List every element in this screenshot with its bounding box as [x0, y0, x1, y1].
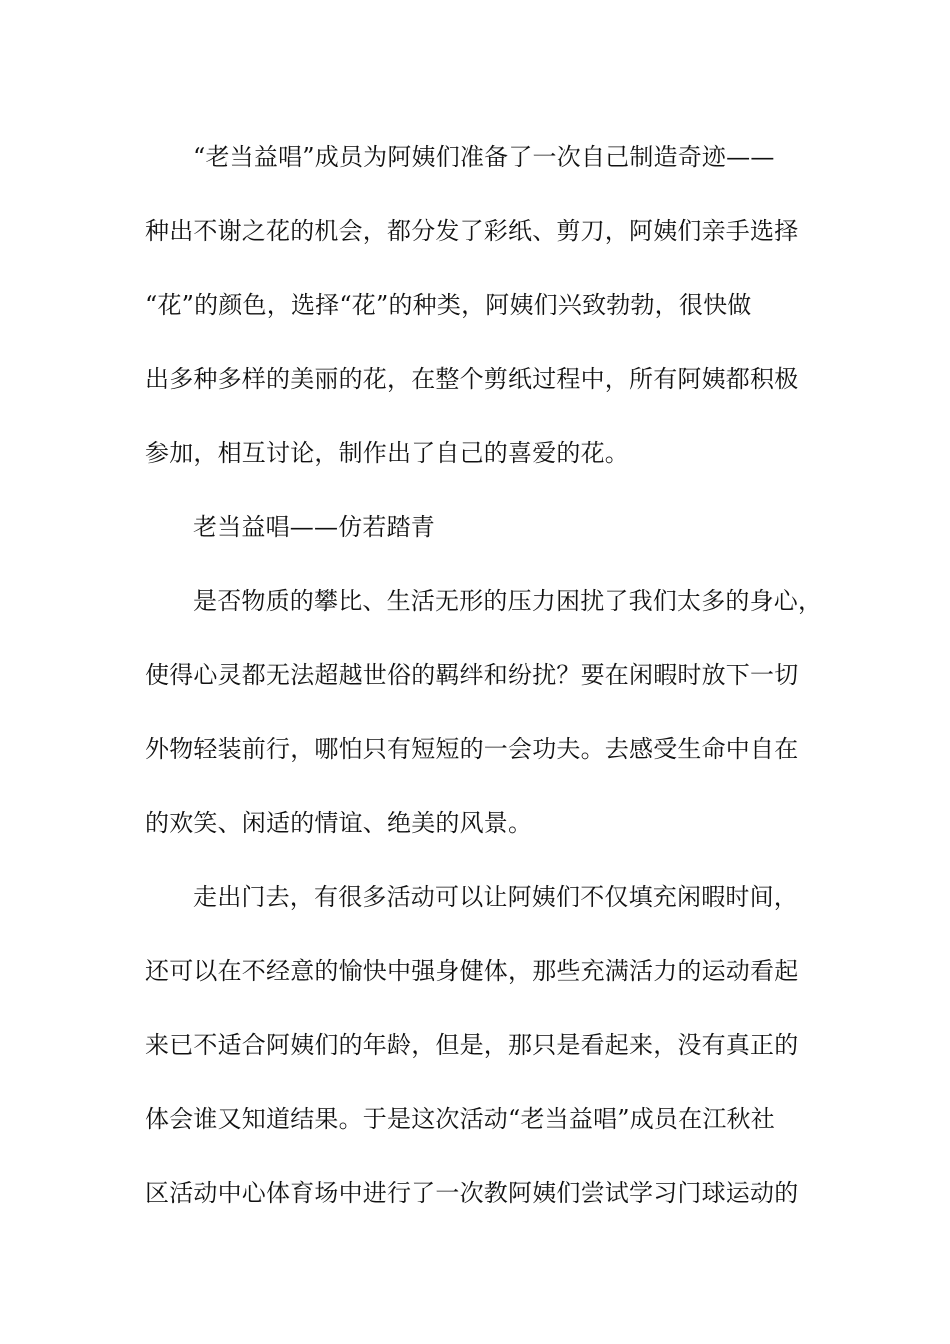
text-line: 出多种多样的美丽的花，在整个剪纸过程中，所有阿姨都积极 [145, 365, 799, 393]
text-line: 外物轻装前行，哪怕只有短短的一会功夫。去感受生命中自在 [145, 735, 799, 763]
text-line: 种出不谢之花的机会，都分发了彩纸、剪刀，阿姨们亲手选择 [145, 217, 799, 245]
text-line: 还可以在不经意的愉快中强身健体，那些充满活力的运动看起 [145, 957, 799, 985]
text-line: 的欢笑、闲适的情谊、绝美的风景。 [145, 809, 533, 837]
text-line: “老当益唱”成员为阿姨们准备了一次自己制造奇迹—— [193, 143, 775, 171]
text-line: 走出门去，有很多活动可以让阿姨们不仅填充闲暇时间， [193, 883, 798, 911]
heading-line: 老当益唱——仿若踏青 [193, 513, 435, 541]
text-line: 使得心灵都无法超越世俗的羁绊和纷扰？要在闲暇时放下一切 [145, 661, 799, 689]
text-line: 来已不适合阿姨们的年龄，但是，那只是看起来，没有真正的 [145, 1031, 799, 1059]
text-line: 区活动中心体育场中进行了一次教阿姨们尝试学习门球运动的 [145, 1179, 799, 1207]
text-line: 参加，相互讨论，制作出了自己的喜爱的花。 [145, 439, 629, 467]
text-line: “花”的颜色，选择“花”的种类，阿姨们兴致勃勃，很快做 [145, 291, 752, 319]
text-line: 体会谁又知道结果。于是这次活动“老当益唱”成员在江秋社 [145, 1105, 775, 1133]
text-line: 是否物质的攀比、生活无形的压力困扰了我们太多的身心， [193, 587, 823, 615]
